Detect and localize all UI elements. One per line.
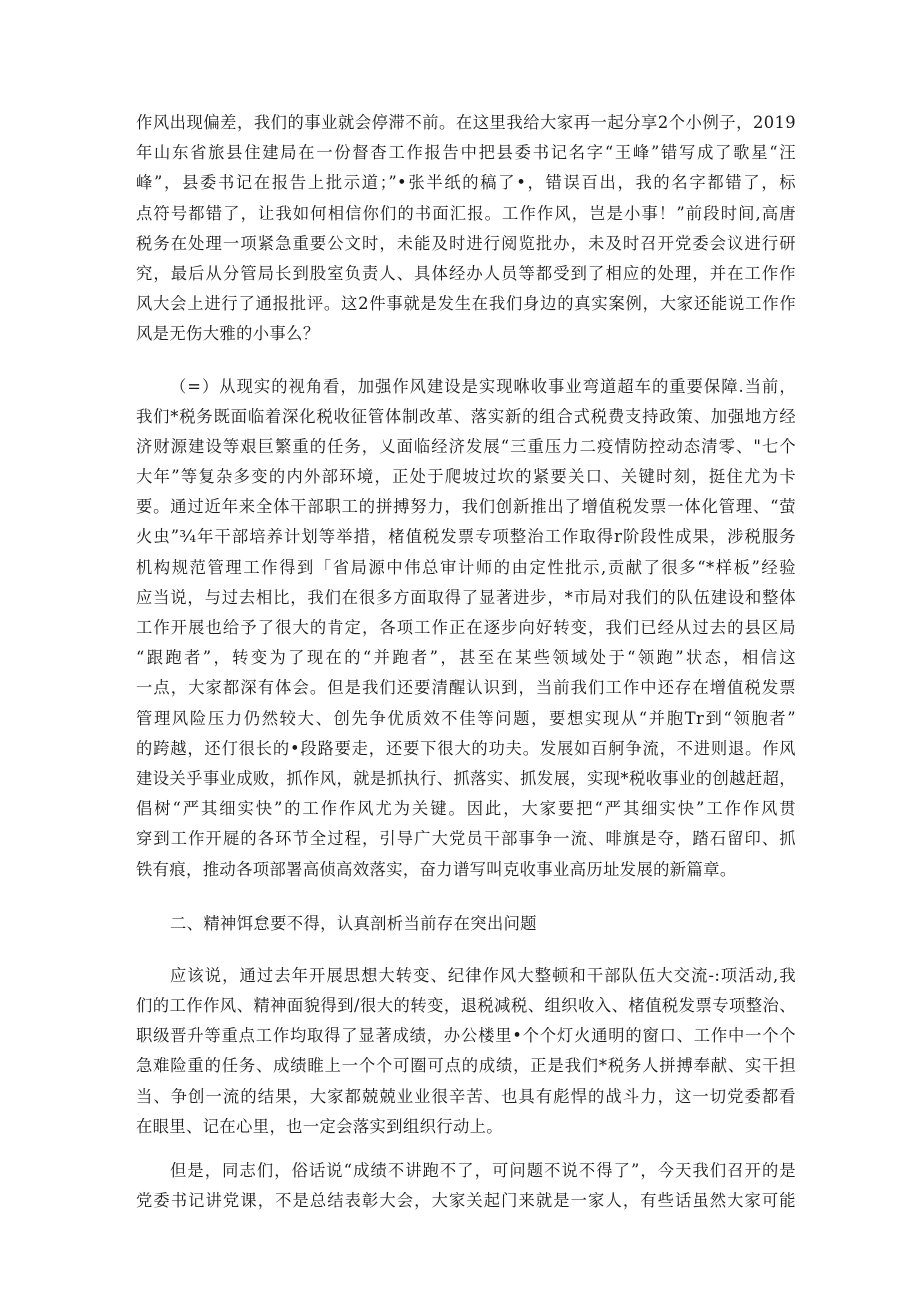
paragraph-4 bbox=[136, 1156, 796, 1216]
section-heading-text: 二、精神饵怠要不得，认真剖析当前存在突出问题 bbox=[170, 913, 537, 933]
document-body bbox=[136, 108, 796, 1216]
text-line: 党委书记讲党课，不是总结表彰大会，大家关起门来就是一家人，有些话虽然大家可能 bbox=[136, 1191, 796, 1211]
text-line: 倡树“严其细实快”的工作作风尤为关键。因此，大家要把“严其细实快”工作作风贯 bbox=[136, 799, 796, 819]
text-line: 大年”等复杂多变的内外部环境，正处于爬坡过坎的紧要关口、关键时刻，挺住尤为卡 bbox=[136, 467, 796, 487]
text-line: 峰”，县委书记在报告上批示道；”•张半纸的稿了•，错误百出，我的名字都错了，标 bbox=[136, 173, 796, 193]
text-line: 急难险重的任务、成绩睢上一个个可圈可点的成绩，正是我们*税务人拼搏奉献、实干担 bbox=[136, 1056, 796, 1076]
text-line: 究，最后从分管局长到股室负责人、具体经办人员等都受到了相应的处理，并在工作作 bbox=[136, 263, 796, 283]
text-line: 要。通过近年来全体干部职工的拼搏努力，我们创新推出了增值税发票一体化管理、“萤 bbox=[136, 497, 796, 517]
text-line: 职级晋升等重点工作均取得了显著成绩，办公楼里•个个灯火通明的窗口、工作中一个个 bbox=[136, 1026, 796, 1046]
text-line: 我们*税务既面临着深化税收征管体制改革、落实新的组合式税费支持政策、加强地方经 bbox=[136, 406, 796, 426]
text-line: 穿到工作开屣的各环节全过程，引导广大党员干部事争一流、啡旗是夺，踏石留印、抓 bbox=[136, 829, 796, 849]
text-line: 税务在处理一项紧急重要公文时，未能及时进行阅览批办，未及时召开党委会议进行研 bbox=[136, 233, 796, 253]
text-line: 应当说，与过去相比，我们在很多方面取得了显著进步，*市局对我们的队伍建设和整体 bbox=[136, 587, 796, 607]
text-line: 铁有痕，推动各项部署高侦高效落实，奋力谱写叫克收事业高历址发展的新篇章。 bbox=[136, 859, 737, 879]
text-line: 作风出现偏差，我们的事业就会停滞不前。在这里我给大家再一起分享2个小例子，2019 bbox=[136, 113, 796, 132]
text-line: 工作开展也给予了很大的肯定，各项工作正在逐步向好转变，我们已经从过去的县区局 bbox=[136, 618, 796, 637]
text-line: 机构规范管理工作得到「省局源中伟总审计师的由定性批示,贡献了很多“*样板”经验 bbox=[136, 557, 796, 577]
paragraph-1 bbox=[136, 108, 796, 350]
paragraph-2 bbox=[136, 372, 796, 885]
text-line: 风是无伤大雅的小事么？ bbox=[136, 324, 320, 344]
section-heading bbox=[136, 909, 796, 939]
text-line: 但是，同志们，俗话说“成绩不讲跑不了，可问题不说不得了”，今天我们召开的是 bbox=[170, 1161, 796, 1180]
text-line: 风大会上进行了通报批评。这2件事就是发生在我们身边的真实案例，大家还能说工作作 bbox=[136, 294, 796, 314]
paragraph-3 bbox=[136, 961, 796, 1142]
text-line: 点符号都错了，让我如何相信你们的书面汇报。工作作风，岂是小事！”前段时间,高唐 bbox=[136, 203, 796, 223]
text-line: 当、争创一流的结果，大家都兢兢业业很辛苦、也具有彪悍的战斗力，这一切党委都看 bbox=[136, 1086, 796, 1106]
text-line: 在眼里、记在心里，也一定会落实到组织行动上。 bbox=[136, 1116, 503, 1136]
text-line: 火虫”³⁄₄年干部培养计划等举措，楮值税发票专项整治工作取得r阶段性成果，涉税服务 bbox=[136, 527, 796, 547]
text-line: 应该说，通过去年开展思想大转变、纪律作风大整顿和干部队伍大交流-:项活动,我 bbox=[170, 965, 796, 985]
text-line: 们的工作作风、精神面貌得到/很大的转变，退税减税、组织收入、楮值税发票专项整治、 bbox=[136, 996, 796, 1016]
text-line: 一点，大家都深有体会。但是我们还要清醒认识到，当前我们工作中还存在增值税发票 bbox=[136, 678, 796, 698]
text-line: “跟跑者”，转变为了现在的“并跑者”，甚至在某些领域处于“领跑”状态，相信这 bbox=[136, 648, 796, 668]
text-line: （=）从现实的视角看，加强作风建设是实现咻收事业弯道超车的重要保障.当前， bbox=[170, 376, 796, 396]
text-line: 建设关乎事业成败，抓作风，就是抓执行、抓落实、抓发展，实现*税收事业的创越赶超， bbox=[136, 768, 796, 788]
text-line: 的跨越，还仃很长的•段路要走，还要下很大的功夫。发展如百舸争流，不进则退。作风 bbox=[136, 738, 796, 758]
text-line: 年山东省旅县住建局在一份督杳工作报告中把县委书记名字“王峰”错写成了歌星“汪 bbox=[136, 143, 796, 163]
text-line: 管理风险压力仍然较大、创先争优质效不佳等问题，要想实现从“并胞Tr到“领胞者” bbox=[136, 708, 796, 728]
text-line: 济财源建设等艰巨繁重的任务，乂面临经济发展“三重压力二疫情防控动态清零、"七个 bbox=[136, 436, 796, 456]
